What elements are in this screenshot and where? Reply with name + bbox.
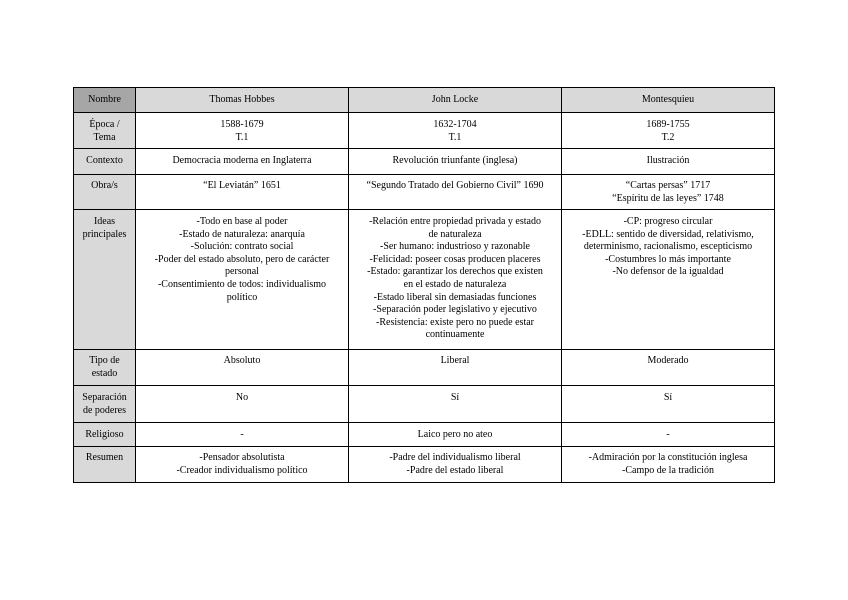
cell-line: -Separación poder legislativo y ejecutivo (373, 304, 537, 316)
row-label-ideas-principales (74, 210, 136, 350)
cell-line: Separación (82, 392, 127, 403)
cell-line: -Ser humano: industrioso y razonable (380, 241, 530, 253)
cell-line: Democracia moderna en Inglaterra (172, 155, 312, 166)
cell-line: Resumen (85, 452, 124, 463)
header-name: Montesquieu (641, 93, 695, 105)
row-label-resumen (74, 447, 136, 483)
cell-contexto-montesquieu (562, 149, 775, 175)
cell-line: -Pensador absolutista (199, 452, 285, 463)
cell-separacion-de-poderes-hobbes (136, 386, 349, 423)
row-label-tipo-de-estado (74, 350, 136, 386)
cell-line: -CP: progreso circular (623, 216, 713, 227)
row-label-religioso (74, 423, 136, 447)
cell-line: Moderado (647, 355, 689, 366)
cell-line: -Padre del individualismo liberal (389, 452, 521, 463)
comparison-table-body (74, 88, 775, 483)
cell-line: No (235, 392, 249, 403)
cell-line: -Creador individualismo político (176, 464, 308, 476)
cell-tipo-de-estado-hobbes (136, 350, 349, 386)
row-religioso (74, 423, 775, 447)
cell-line: Absoluto (223, 355, 261, 366)
cell-line: principales (82, 228, 127, 240)
cell-line: Sí (663, 392, 673, 403)
cell-line: -Relación entre propiedad privada y estado (369, 216, 541, 227)
cell-line: -No defensor de la igualdad (612, 266, 724, 278)
cell-line: “El Leviatán” 1651 (203, 180, 281, 191)
cell-line: - (240, 429, 244, 440)
cell-line: Revolución triunfante (inglesa) (392, 155, 518, 166)
cell-religioso-hobbes (136, 423, 349, 447)
cell-religioso-locke (349, 423, 562, 447)
cell-line: -Resistencia: existe pero no puede estar (376, 316, 534, 328)
cell-line: de naturaleza (428, 228, 482, 240)
cell-line: -Estado liberal sin demasiadas funciones (373, 291, 537, 303)
cell-line: Tema (93, 131, 116, 143)
cell-line: Obra/s (91, 180, 118, 191)
cell-line: T.2 (661, 131, 675, 143)
cell-line: de poderes (82, 404, 127, 416)
row-separacion-de-poderes (74, 386, 775, 423)
cell-contexto-locke (349, 149, 562, 175)
cell-line: T.1 (448, 131, 462, 143)
cell-resumen-hobbes (136, 447, 349, 483)
cell-line: Ideas (93, 216, 116, 227)
cell-line: Ilustración (646, 155, 690, 166)
cell-line: determinismo, racionalismo, escepticismo (583, 241, 753, 253)
cell-line: -Consentimiento de todos: individualismo (157, 278, 327, 290)
row-ideas-principales (74, 210, 775, 350)
cell-line: -Estado de naturaleza: anarquía (179, 228, 305, 240)
row-tipo-de-estado (74, 350, 775, 386)
header-cell-locke (349, 88, 562, 113)
cell-ideas-principales-montesquieu (562, 210, 775, 350)
row-label-contexto (74, 149, 136, 175)
comparison-table (73, 87, 775, 483)
cell-obras-locke (349, 175, 562, 210)
row-epoca-tema (74, 113, 775, 149)
cell-line: -Costumbres lo más importante (605, 253, 731, 265)
cell-line: político (226, 291, 258, 303)
header-row (74, 88, 775, 113)
header-cell-hobbes (136, 88, 349, 113)
cell-line: 1689-1755 (646, 119, 690, 130)
header-label-cell (74, 88, 136, 113)
header-name: Thomas Hobbes (209, 93, 275, 105)
cell-ideas-principales-locke (349, 210, 562, 350)
cell-religioso-montesquieu (562, 423, 775, 447)
cell-line: Religioso (85, 429, 124, 440)
cell-line: personal (225, 266, 259, 278)
cell-line: T.1 (235, 131, 249, 143)
cell-epoca-tema-locke (349, 113, 562, 149)
cell-tipo-de-estado-locke (349, 350, 562, 386)
cell-resumen-montesquieu (562, 447, 775, 483)
cell-line: Contexto (86, 155, 123, 166)
cell-epoca-tema-montesquieu (562, 113, 775, 149)
cell-line: -Campo de la tradición (622, 464, 714, 476)
cell-separacion-de-poderes-montesquieu (562, 386, 775, 423)
cell-obras-montesquieu (562, 175, 775, 210)
cell-line: -Todo en base al poder (196, 216, 288, 227)
cell-line: - (666, 429, 670, 440)
cell-line: 1632-1704 (433, 119, 477, 130)
cell-line: -Padre del estado liberal (406, 464, 504, 476)
cell-line: Liberal (440, 355, 470, 366)
cell-separacion-de-poderes-locke (349, 386, 562, 423)
cell-contexto-hobbes (136, 149, 349, 175)
cell-line: -Solución: contrato social (190, 241, 294, 253)
cell-line: “Espíritu de las leyes” 1748 (612, 192, 724, 204)
cell-line: Sí (450, 392, 460, 403)
cell-line: estado (91, 367, 118, 379)
cell-line: continuamente (425, 329, 485, 341)
cell-line: -EDLL: sentido de diversidad, relativismo, (582, 228, 754, 240)
header-name: John Locke (431, 93, 479, 105)
cell-line: -Felicidad: poseer cosas producen placeres (369, 253, 541, 265)
cell-line: en el estado de naturaleza (403, 278, 507, 290)
cell-line: Época / (89, 119, 120, 130)
cell-line: -Estado: garantizar los derechos que existen (367, 266, 543, 278)
row-contexto (74, 149, 775, 175)
header-cell-montesquieu (562, 88, 775, 113)
cell-resumen-locke (349, 447, 562, 483)
cell-line: -Poder del estado absoluto, pero de carácter (154, 253, 330, 265)
row-label-separacion-de-poderes (74, 386, 136, 423)
cell-line: Laico pero no ateo (417, 429, 493, 440)
cell-tipo-de-estado-montesquieu (562, 350, 775, 386)
cell-line: -Admiración por la constitución inglesa (588, 452, 748, 463)
cell-obras-hobbes (136, 175, 349, 210)
cell-line: 1588-1679 (220, 119, 264, 130)
row-resumen (74, 447, 775, 483)
row-label-epoca-tema (74, 113, 136, 149)
row-obras (74, 175, 775, 210)
cell-epoca-tema-hobbes (136, 113, 349, 149)
header-label: Nombre (88, 93, 121, 105)
cell-line: “Segundo Tratado del Gobierno Civil” 1690 (366, 180, 544, 191)
cell-line: Tipo de (89, 355, 120, 366)
row-label-obras (74, 175, 136, 210)
cell-ideas-principales-hobbes (136, 210, 349, 350)
cell-line: “Cartas persas” 1717 (625, 180, 711, 191)
